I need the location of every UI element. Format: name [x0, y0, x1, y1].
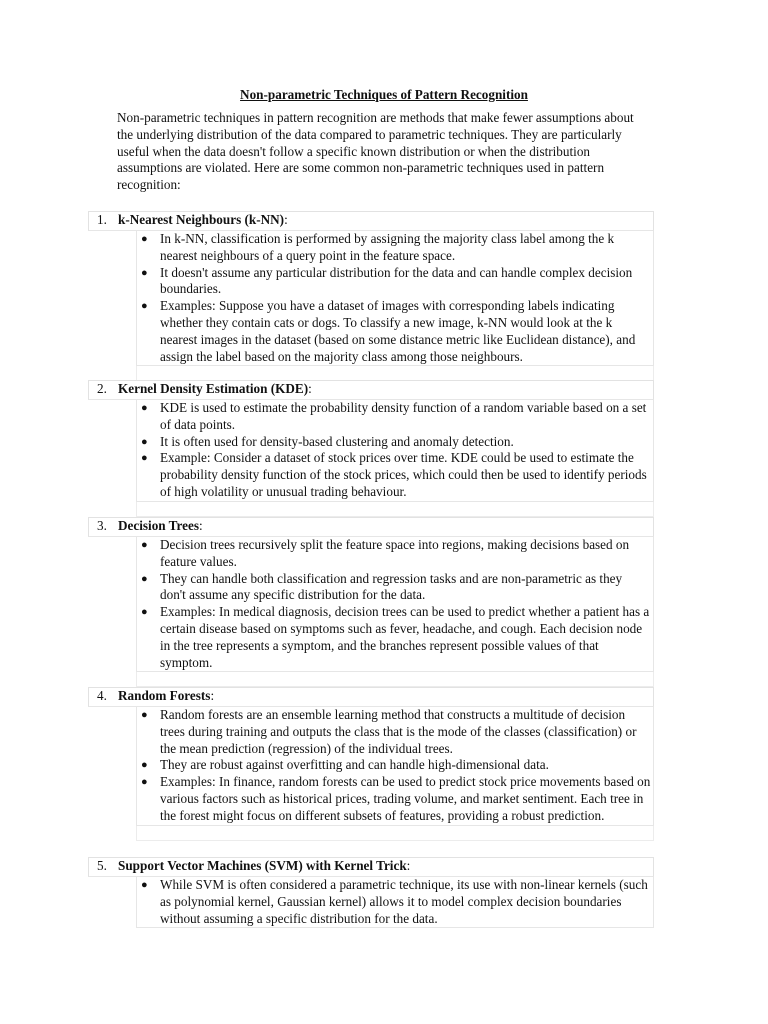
section-number: 5. — [97, 858, 107, 873]
section-title: Support Vector Machines (SVM) with Kernel Trick — [118, 858, 407, 873]
blank-row — [136, 672, 654, 687]
section-random-forests — [88, 687, 654, 841]
bullet-list — [136, 537, 654, 672]
bullet-icon: ● — [141, 709, 148, 721]
document-title: Non-parametric Techniques of Pattern Recognition — [240, 87, 528, 102]
section-heading: 2. Kernel Density Estimation (KDE): — [88, 380, 654, 400]
list-item: ● Decision trees recursively split the feature space into regions, making decisions based on feature values. — [141, 537, 630, 569]
list-item: ● It is often used for density-based clustering and anomaly detection. — [141, 433, 514, 449]
intro-paragraph: Non-parametric techniques in pattern recognition are methods that make fewer assumptions about the underlying distribution of the data compared to parametric techniques. They are particularly useful when the data doesn't follow a specific known distribution or when the distribution assumptions are violated. Here are some common non-parametric techniques used in pattern recognition: — [117, 110, 634, 193]
section-title: Random Forests — [118, 688, 211, 703]
bullet-icon: ● — [141, 759, 148, 772]
section-number: 1. — [97, 212, 107, 227]
bullet-icon: ● — [141, 266, 148, 279]
list-item: ● KDE is used to estimate the probability density function of a random variable based on a set of data points. — [141, 400, 647, 432]
section-knn — [88, 211, 654, 381]
bullet-list — [136, 707, 654, 826]
blank-row — [136, 502, 654, 517]
list-item: ● While SVM is often considered a parametric technique, its use with non-linear kernels (such as polynomial kernel, Gaussian kernel) allows it to model complex decision boundaries without assuming a specific distribution for the data. — [141, 877, 648, 926]
bullet-icon: ● — [141, 300, 148, 313]
section-heading: 3. Decision Trees: — [88, 517, 654, 537]
section-decision-trees — [88, 517, 654, 687]
section-title: k-Nearest Neighbours (k-NN) — [118, 212, 285, 227]
list-item: ● Examples: Suppose you have a dataset of images with corresponding labels indicating whether they contain cats or dogs. To classify a new image, k-NN would look at the k nearest images in the dataset (based on some distance metric like Euclidean distance), and assign the label based on the majority class among those neighbours. — [141, 298, 636, 364]
section-heading: 4. Random Forests: — [88, 687, 654, 707]
section-heading: 5. Support Vector Machines (SVM) with Kernel Trick: — [88, 857, 654, 877]
list-item: ● Examples: In medical diagnosis, decision trees can be used to predict whether a patient has a certain disease based on symptoms such as fever, headache, and cough. Each decision node in the tree represents a symptom, and the branches represent possible values of that symptom. — [141, 604, 650, 670]
section-number: 3. — [97, 518, 107, 533]
bullet-icon: ● — [141, 233, 148, 245]
bullet-icon: ● — [141, 452, 148, 465]
section-title: Decision Trees — [118, 518, 199, 533]
blank-row — [136, 826, 654, 841]
bullet-icon: ● — [141, 402, 148, 414]
bullet-icon: ● — [141, 572, 148, 585]
bullet-list — [136, 877, 654, 928]
list-item: ● In k-NN, classification is performed by assigning the majority class label among the k nearest neighbours of a query point in the feature space. — [141, 231, 615, 263]
bullet-icon: ● — [141, 776, 148, 789]
list-item: ● They can handle both classification and regression tasks and are non-parametric as they don't assume any specific distribution for the data. — [141, 570, 623, 603]
section-svm — [88, 857, 654, 928]
list-item: ● Random forests are an ensemble learning method that constructs a multitude of decision trees during training and outputs the class that is the mode of the classes (classification) or the mean prediction (regression) of the individual trees. — [141, 707, 637, 756]
section-title: Kernel Density Estimation (KDE) — [118, 381, 309, 396]
bullet-list — [136, 400, 654, 502]
list-item: ● Example: Consider a dataset of stock prices over time. KDE could be used to estimate the probability density function of the stock prices, which could then be used to identify periods of high volatility or unusual trading behaviour. — [141, 450, 647, 499]
list-item: ● Examples: In finance, random forests can be used to predict stock price movements based on various factors such as historical prices, trading volume, and market sentiment. Each tree in the forest might focus on different subsets of features, providing a robust prediction. — [141, 774, 651, 823]
list-item: ● It doesn't assume any particular distribution for the data and can handle complex decision boundaries. — [141, 264, 633, 297]
bullet-list — [136, 231, 654, 366]
section-number: 4. — [97, 688, 107, 703]
bullet-icon: ● — [141, 539, 148, 551]
bullet-icon: ● — [141, 435, 148, 448]
bullet-icon: ● — [141, 606, 148, 619]
section-kde — [88, 380, 654, 517]
bullet-icon: ● — [141, 879, 148, 891]
section-number: 2. — [97, 381, 107, 396]
section-heading: 1. k-Nearest Neighbours (k-NN): — [88, 211, 654, 231]
list-item: ● They are robust against overfitting and can handle high-dimensional data. — [141, 757, 549, 773]
